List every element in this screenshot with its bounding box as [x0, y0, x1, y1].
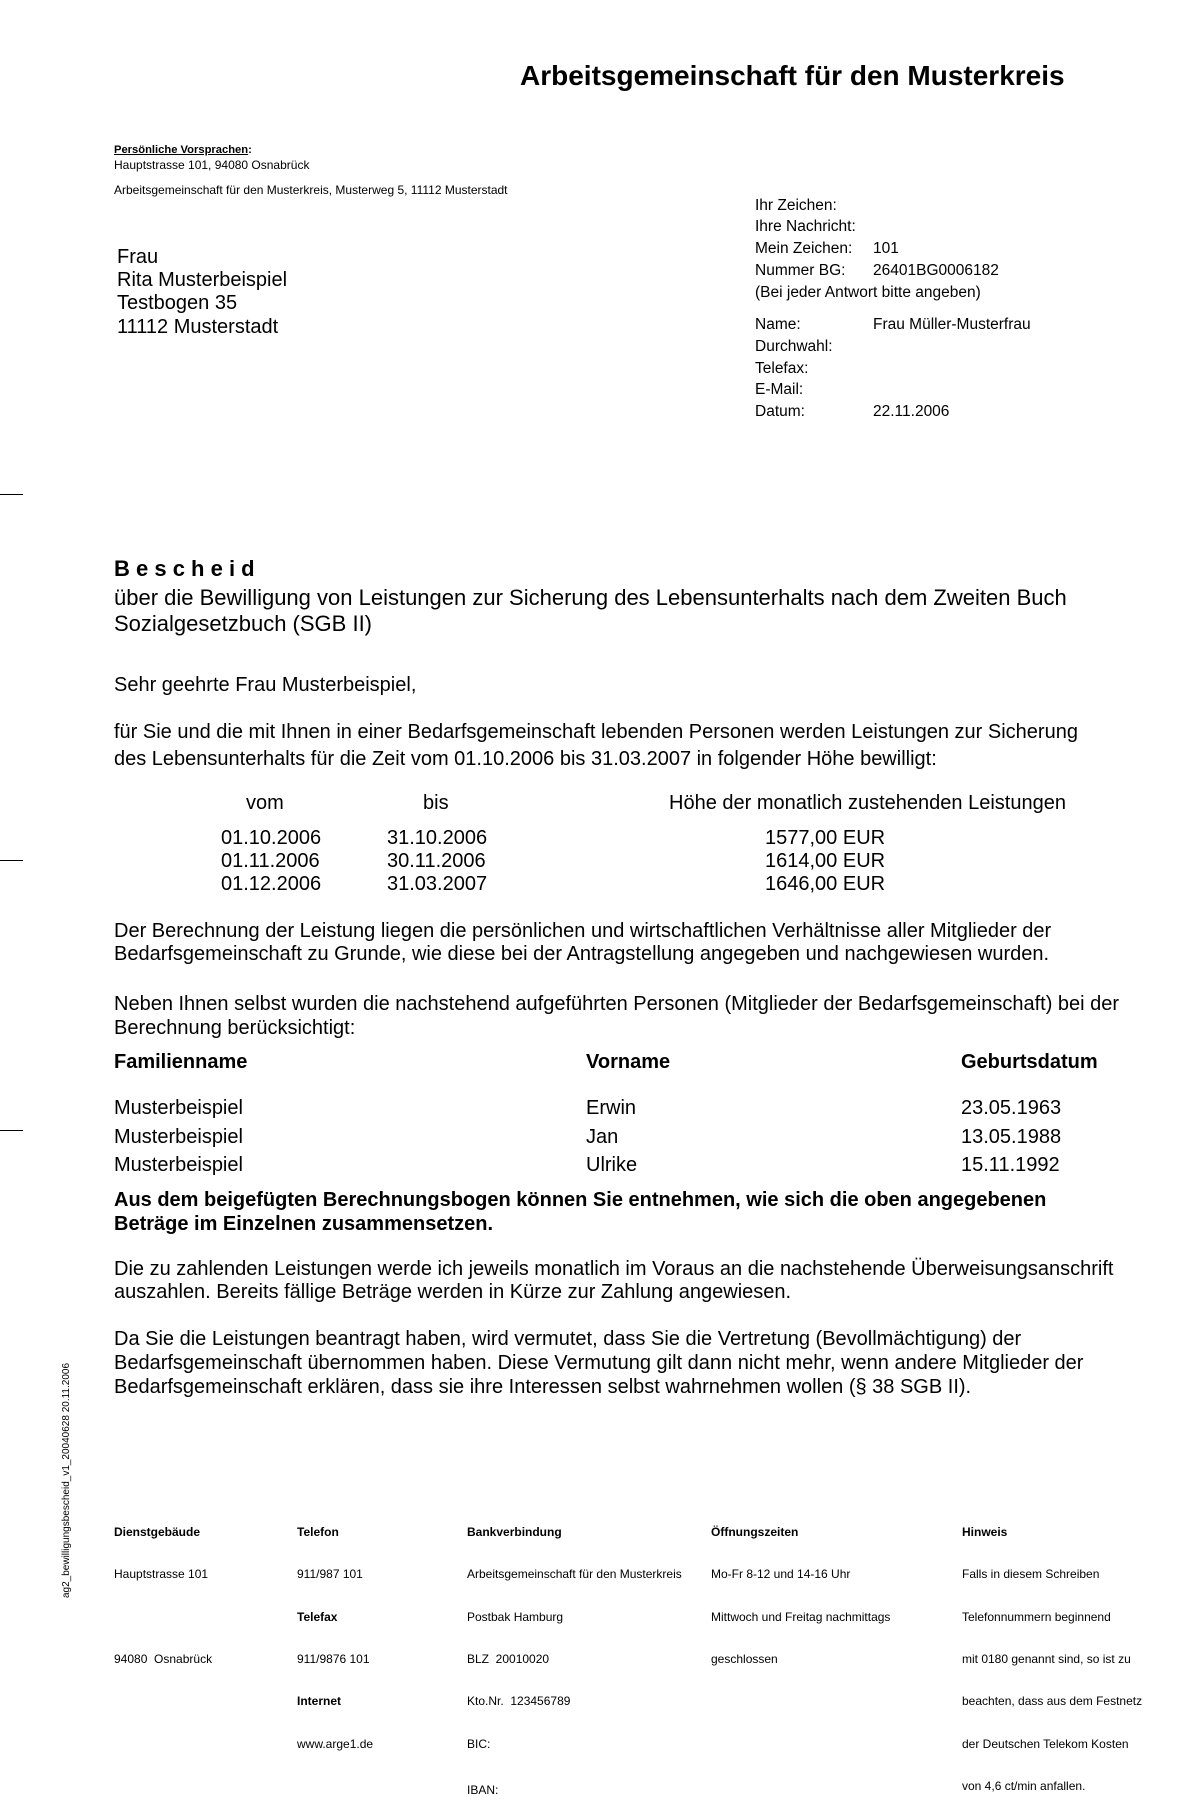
cell-from: 01.11.2006 — [221, 849, 320, 872]
contact-block — [755, 314, 1031, 423]
reference-row-your-message — [755, 216, 981, 238]
personal-visits-address: Hauptstrasse 101, 94080 Osnabrück — [114, 158, 310, 172]
subject-line: über die Bewilligung von Leistungen zur Sicherung des Lebensunterhalts nach dem Zweiten Buch — [114, 585, 1067, 610]
personal-visits-label — [114, 143, 252, 157]
contact-value: Frau Müller-Musterfrau — [873, 316, 1031, 333]
header-first-name: Vorname — [586, 1051, 671, 1073]
cell-birth-date: 23.05.1963 — [961, 1096, 1062, 1119]
footer-hours-label: Öffnungszeiten — [711, 1525, 799, 1540]
cell-to: 30.11.2006 — [387, 849, 486, 872]
reference-note: (Bei jeder Antwort bitte angeben) — [755, 283, 981, 301]
contact-value: 22.11.2006 — [873, 403, 950, 420]
footer-hours-line: Mittwoch und Freitag nachmittags — [711, 1609, 891, 1624]
members-intro-line: Neben Ihnen selbst wurden die nachstehend aufgeführten Personen (Mitglieder der Bedarfsgemeinschaft) bei der — [114, 993, 1120, 1016]
table-row — [0, 1124, 1200, 1150]
footer-spacer — [114, 1610, 212, 1624]
footer-bank-holder: Arbeitsgemeinschaft für den Musterkreis — [467, 1567, 682, 1582]
cell-first-name: Erwin — [586, 1096, 637, 1119]
footer-contact — [297, 1497, 373, 1765]
cell-last-name: Musterbeispiel — [114, 1126, 243, 1148]
footer-phone: 911/987 101 — [297, 1567, 363, 1582]
footer-note-label: Hinweis — [962, 1525, 1008, 1540]
fold-mark — [0, 494, 23, 495]
summary-line: Beträge im Einzelnen zusammensetzen. — [114, 1213, 494, 1235]
recipient-city: 11112 Musterstadt — [117, 315, 279, 338]
table-row — [0, 871, 1200, 897]
basis-line: Der Berechnung der Leistung liegen die persönlichen und wirtschaftlichen Verhältnisse aller Mitglieder der — [114, 919, 1052, 942]
footer-office-city: 94080 Osnabrück — [114, 1652, 213, 1667]
reference-block — [755, 195, 999, 304]
basis-line: Bedarfsgemeinschaft zu Grunde, wie diese bei der Antragstellung angegeben und nachgewiesen wurden. — [114, 943, 1050, 966]
summary-line: Aus dem beigefügten Berechnungsbogen können Sie entnehmen, wie sich die oben angegebenen — [114, 1189, 1047, 1211]
header-from: vom — [246, 792, 284, 815]
cell-first-name: Ulrike — [586, 1154, 638, 1177]
contact-label: E-Mail: — [755, 381, 804, 399]
footer-hours-line: geschlossen — [711, 1652, 778, 1667]
reference-label: Ihre Nachricht: — [755, 218, 856, 236]
reference-value: 101 — [873, 240, 899, 257]
footer-fax: 911/9876 101 — [297, 1652, 370, 1667]
footer-bank-blz: BLZ 20010020 — [467, 1652, 550, 1667]
footer-bank-account: Kto.Nr. 123456789 — [467, 1694, 571, 1709]
intro-line: des Lebensunterhalts für die Zeit vom 01.10.2006 bis 31.03.2007 in folgender Höhe bewilligt: — [114, 747, 937, 770]
reference-label: Mein Zeichen: — [755, 240, 853, 257]
cell-first-name: Jan — [586, 1126, 619, 1148]
contact-label: Durchwahl: — [755, 337, 833, 355]
reference-label: Ihr Zeichen: — [755, 196, 837, 214]
reference-row-bg-number — [755, 260, 999, 282]
reference-value: 26401BG0006182 — [873, 261, 999, 279]
footer-note-line: der Deutschen Telekom Kosten — [962, 1736, 1129, 1751]
contact-row-extension — [755, 336, 833, 358]
footer-note — [962, 1497, 1142, 1807]
contact-row-email — [755, 379, 833, 401]
table-row — [0, 1095, 1200, 1121]
contact-label: Telefax: — [755, 359, 809, 377]
header-amount: Höhe der monatlich zustehenden Leistungen — [669, 792, 1066, 815]
personal-visits-label-text: Persönliche Vorsprachen — [114, 144, 249, 156]
footer-bank-iban: IBAN: — [467, 1782, 499, 1797]
footer-office — [114, 1497, 212, 1680]
footer-note-line: beachten, dass aus dem Festnetz — [962, 1694, 1143, 1709]
header-birth-date: Geburtsdatum — [961, 1051, 1098, 1073]
reference-row-your-sign — [755, 195, 981, 217]
representation-line: Da Sie die Leistungen beantragt haben, wird vermutet, dass Sie die Vertretung (Bevollmächtigung) der — [114, 1328, 1022, 1351]
payment-line: auszahlen. Bereits fällige Beträge werden in Kürze zur Zahlung angewiesen. — [114, 1281, 792, 1304]
recipient-street: Testbogen 35 — [117, 292, 238, 315]
footer-note-line: Falls in diesem Schreiben — [962, 1567, 1100, 1582]
footer-note-line: mit 0180 genannt sind, so ist zu — [962, 1652, 1131, 1667]
cell-last-name: Musterbeispiel — [114, 1154, 243, 1177]
cell-to: 31.10.2006 — [387, 827, 488, 850]
footer-bank — [467, 1497, 682, 1811]
cell-from: 01.10.2006 — [221, 827, 322, 850]
table-row — [0, 1152, 1200, 1178]
members-intro-line: Berechnung berücksichtigt: — [114, 1017, 356, 1040]
representation-line: Bedarfsgemeinschaft übernommen haben. Diese Vermutung gilt dann nicht mehr, wenn andere Mitglieder der — [114, 1352, 1084, 1375]
footer-note-line: von 4,6 ct/min anfallen. — [962, 1778, 1086, 1793]
letterhead-title: Arbeitsgemeinschaft für den Musterkreis — [520, 60, 1065, 91]
intro-line: für Sie und die mit Ihnen in einer Bedarfsgemeinschaft lebenden Personen werden Leistungen zur Sicherung — [114, 720, 1078, 743]
cell-birth-date: 13.05.1988 — [961, 1126, 1062, 1148]
recipient-address — [117, 246, 287, 339]
footer-office-label: Dienstgebäude — [114, 1525, 201, 1540]
benefits-table — [0, 790, 1200, 900]
document-type-heading: B e s c h e i d — [114, 555, 255, 581]
recipient-name: Rita Musterbeispiel — [117, 269, 288, 292]
members-table-header — [0, 1049, 1200, 1075]
footer-hours — [711, 1497, 890, 1680]
salutation: Sehr geehrte Frau Musterbeispiel, — [114, 674, 417, 696]
return-address: Arbeitsgemeinschaft für den Musterkreis, Musterweg 5, 11112 Musterstadt — [114, 183, 508, 197]
footer-bank-name: Postbak Hamburg — [467, 1609, 564, 1624]
recipient-salutation: Frau — [117, 246, 159, 268]
document-id: ag2_bewilligungsbescheid_v1_20040628 20.11.2006 — [61, 1362, 72, 1598]
contact-row-name — [755, 314, 1031, 336]
cell-amount: 1614,00 EUR — [765, 849, 886, 872]
cell-amount: 1646,00 EUR — [765, 872, 886, 895]
reference-label: Nummer BG: — [755, 261, 846, 279]
representation-line: Bedarfsgemeinschaft erklären, dass sie ihre Interessen selbst wahrnehmen wollen (§ 38 SGB II). — [114, 1376, 972, 1398]
footer-bank-label: Bankverbindung — [467, 1525, 562, 1540]
footer-bank-bic: BIC: — [467, 1736, 491, 1751]
cell-last-name: Musterbeispiel — [114, 1096, 243, 1119]
benefits-table-header — [0, 790, 1200, 816]
members-table — [0, 1049, 1200, 1179]
contact-label: Name: — [755, 316, 801, 333]
cell-from: 01.12.2006 — [221, 872, 322, 895]
contact-row-fax — [755, 358, 833, 380]
footer-fax-label: Telefax — [297, 1609, 338, 1624]
cell-birth-date: 15.11.1992 — [961, 1154, 1060, 1177]
header-last-name: Familienname — [114, 1051, 248, 1073]
footer-web-label: Internet — [297, 1694, 342, 1709]
personal-visits-colon: : — [248, 144, 252, 156]
header-to: bis — [423, 792, 449, 815]
subject-line: Sozialgesetzbuch (SGB II) — [114, 611, 373, 636]
footer-office-street: Hauptstrasse 101 — [114, 1567, 209, 1582]
footer-phone-label: Telefon — [297, 1525, 339, 1540]
footer-hours-line: Mo-Fr 8-12 und 14-16 Uhr — [711, 1567, 851, 1582]
footer-note-line: Telefonnummern beginnend — [962, 1609, 1111, 1624]
cell-to: 31.03.2007 — [387, 872, 488, 895]
footer-web: www.arge1.de — [297, 1736, 374, 1751]
cell-amount: 1577,00 EUR — [765, 827, 886, 850]
contact-label: Datum: — [755, 403, 805, 420]
payment-line: Die zu zahlenden Leistungen werde ich jeweils monatlich im Voraus an die nachstehende Überweisungsanschrift — [114, 1257, 1114, 1280]
reference-row-my-sign — [755, 238, 981, 260]
contact-row-date — [755, 401, 950, 423]
